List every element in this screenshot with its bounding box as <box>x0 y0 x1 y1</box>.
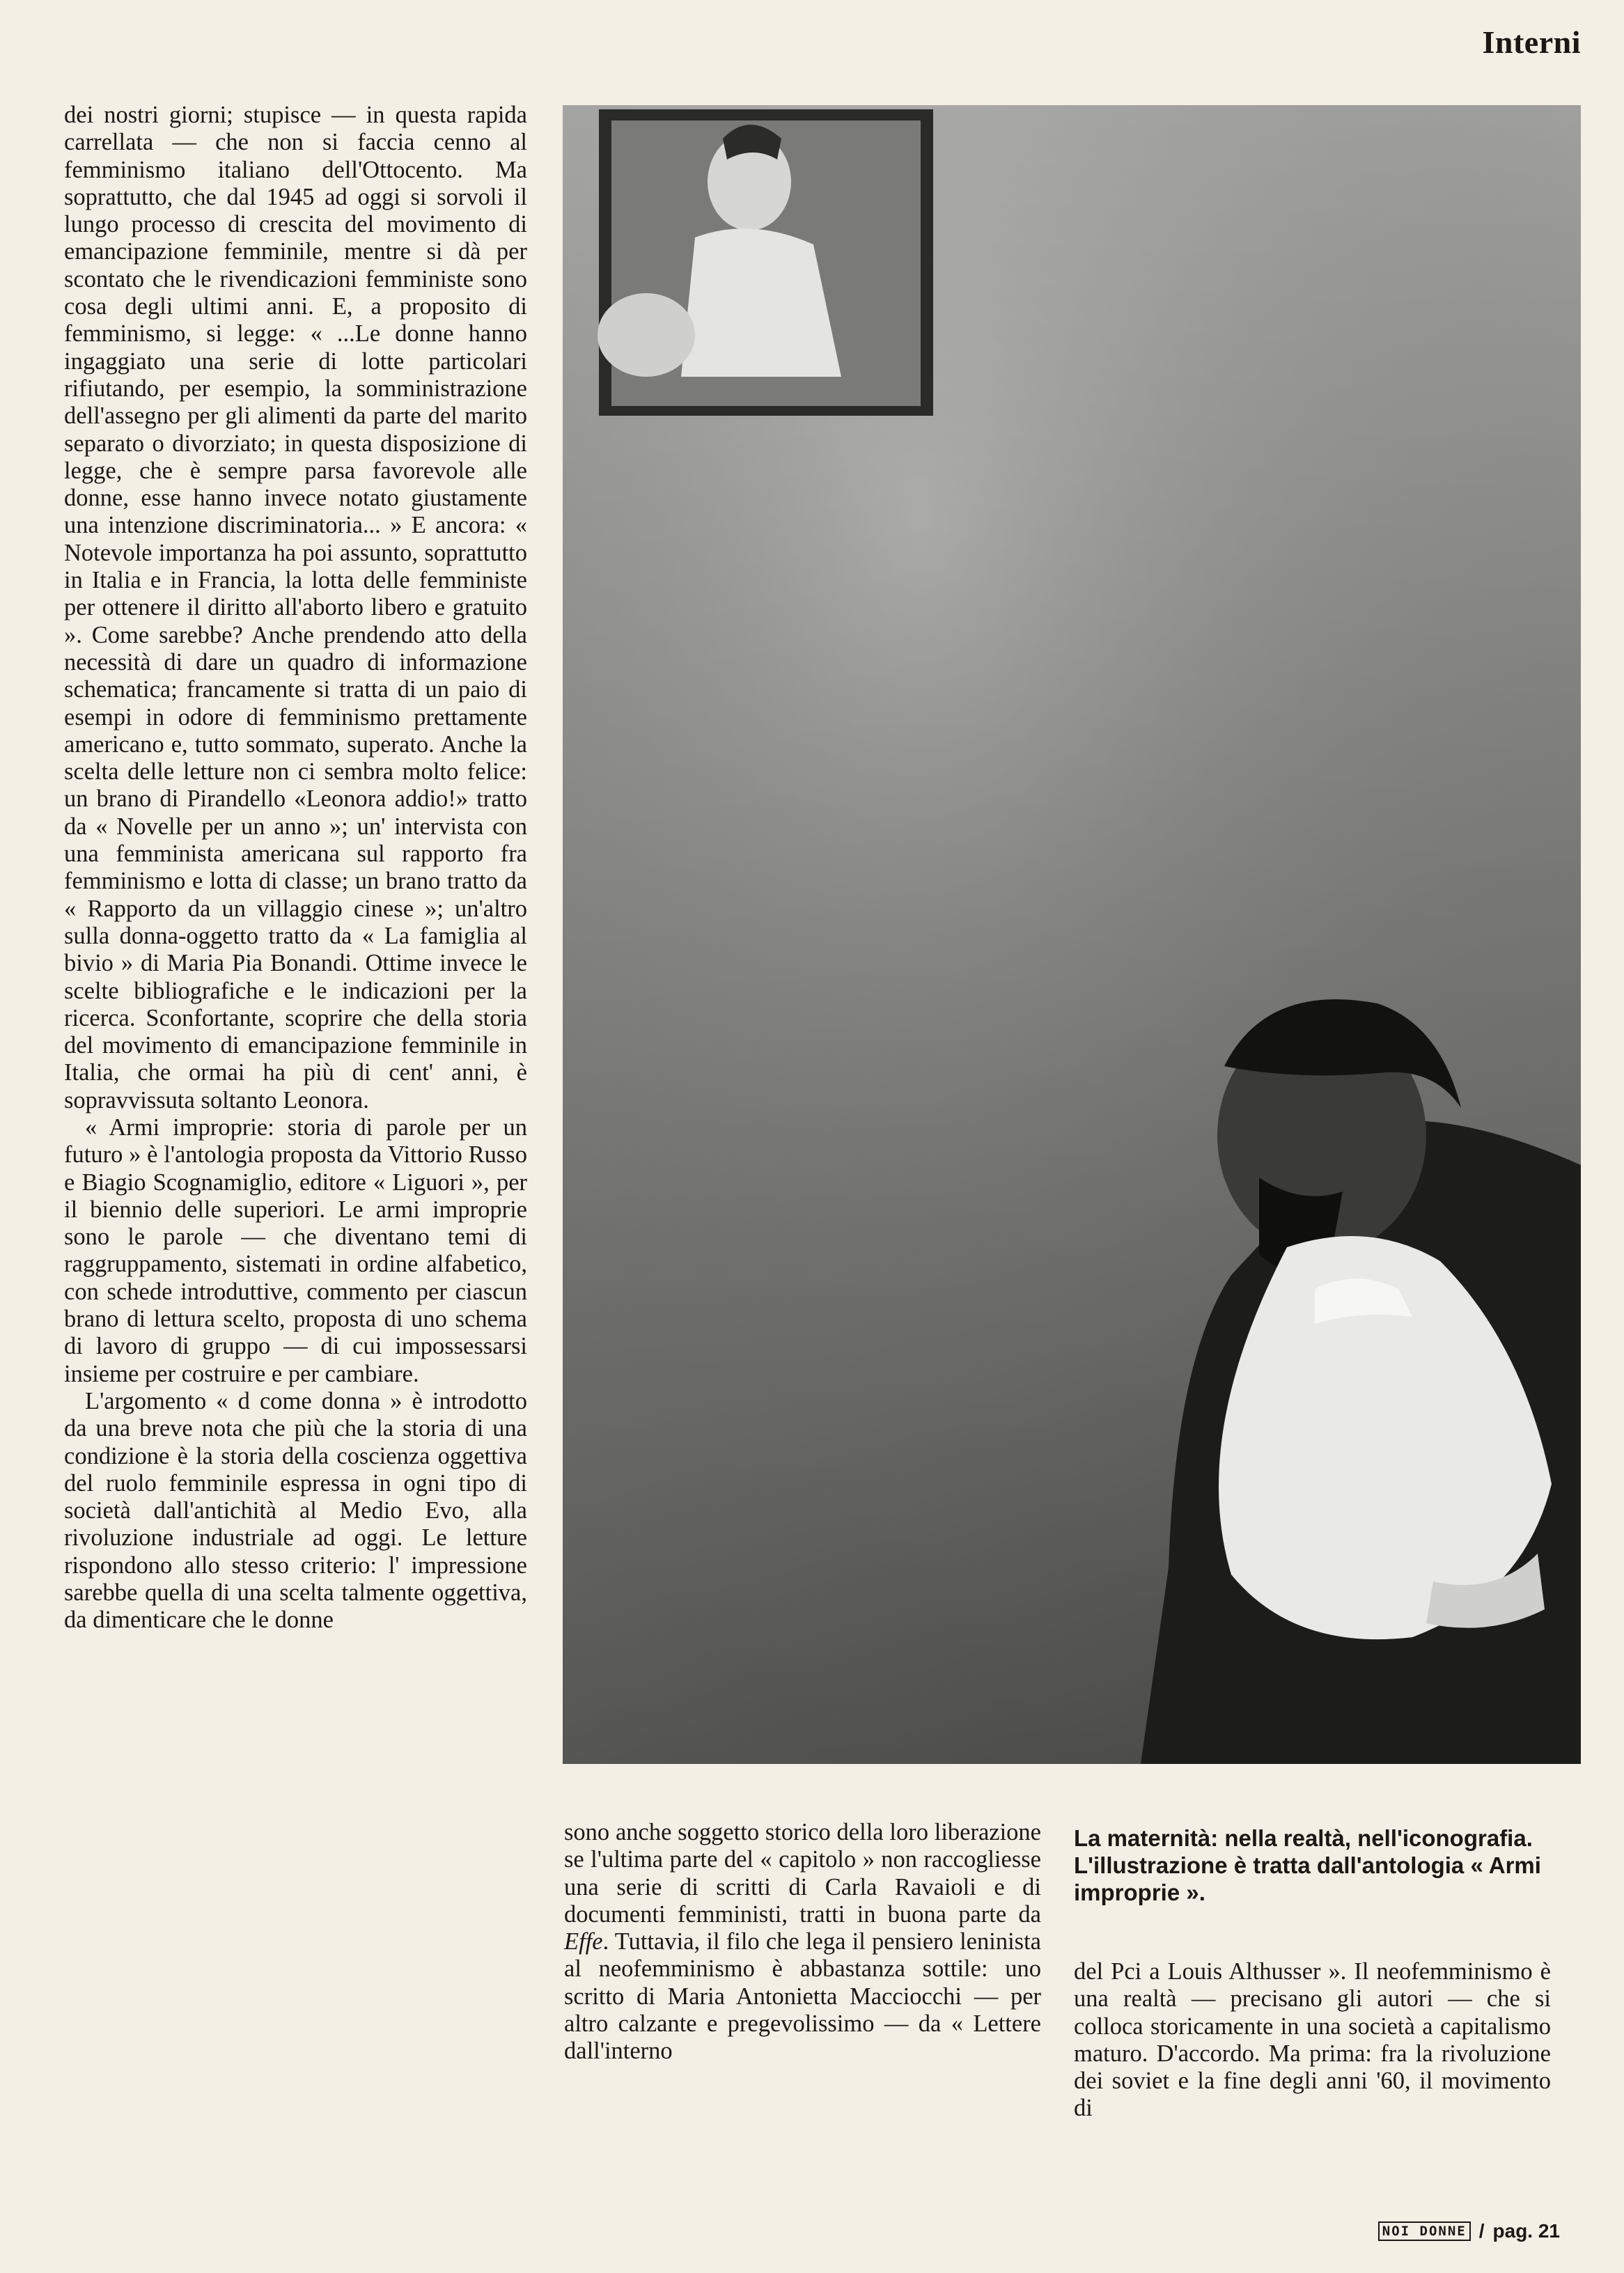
article-paragraph: « Armi improprie: storia di parole per un futuro » è l'antologia proposta da Vittorio Russo e Biagio Scognamiglio, editore « Liguori », per il biennio delle superiori. Le armi improprie sono le parole — che diventano temi di raggruppamento, sistemati in ordine alfabetico, con schede introduttive, commento per ciascun brano di lettura scelto, proposta di uno schema di lavoro di gruppo — di cui impossessarsi insieme per costruire e per cambiare. <box>64 1114 527 1387</box>
text-run: sono anche soggetto storico della loro liberazione se l'ultima parte del « capitolo » non raccogliesse una serie di scritti di Carla Ravaioli e di documenti femministi, tratti in buona parte da <box>564 1819 1041 1928</box>
article-paragraph: dei nostri giorni; stupisce — in questa rapida carrellata — che non si faccia cenno al femminismo italiano dell'Ottocento. Ma soprattutto, che dal 1945 ad oggi si sorvoli il lungo processo di crescita del movimento di emancipazione femminile, mentre si dà per scontato che le rivendicazioni femministe sono cosa degli ultimi anni. E, a proposito di femminismo, si legge: « ...Le donne hanno ingaggiato una serie di lotte particolari rifiutando, per esempio, la somministrazione dell'assegno per gli alimenti da parte del marito separato o divorziato; in questa disposizione di legge, che è sempre parsa favorevole alle donne, esse hanno invece notato giustamente una intenzione discriminatoria... » E ancora: « Notevole importanza ha poi assunto, soprattutto in Italia e in Francia, la lotta delle femministe per ottenere il diritto all'aborto libero e gratuito ». Come sarebbe? Anche prendendo atto della necessità di dare un quadro di informazione schematica; francamente si tratta di un paio di esempi in odore di femminismo prettamente americano e, tutto sommato, superato. Anche la scelta delle letture non ci sembra molto felice: un brano di Pirandello «Leonora addio!» tratto da « Novelle per un anno »; un' intervista con una femminista americana sul rapporto fra femminismo e lotta di classe; un brano tratto da « Rapporto da un villaggio cinese »; un'altro sulla donna-oggetto tratto da « La famiglia al bivio » di Maria Pia Bonandi. Ottime invece le scelte bibliografiche e le indicazioni per la ricerca. Sconfortante, scoprire che della storia del movimento di emancipazione femminile in Italia, che ormai ha più di cent' anni, è sopravvissuta soltanto Leonora. <box>64 102 527 1114</box>
magazine-title-effe: Effe <box>564 1928 603 1955</box>
article-column-right <box>1074 1958 1551 2123</box>
text-run: . Tuttavia, il filo che lega il pensiero leninista al neofemminismo è abbastanza sottile: uno scritto di Maria Antonietta Macciocchi — per altro calzante e pregevolissimo — da « Lettere dall'interno <box>564 1928 1041 2065</box>
article-paragraph <box>564 1819 1041 2065</box>
article-column-middle <box>564 1819 1041 2065</box>
section-title: Interni <box>1482 24 1581 60</box>
article-column-left <box>64 102 527 1634</box>
article-paragraph: L'argomento « d come donna » è introdotto da una breve nota che più che la storia di una condizione è la storia della coscienza oggettiva del ruolo femminile espressa in ogni tipo di società dall'antichità al Medio Evo, alla rivoluzione industriale ad oggi. Le letture rispondono allo stesso criterio: l' impressione sarebbe quella di una scelta talmente oggettiva, da dimenticare che le donne <box>64 1387 527 1634</box>
photo-mother-and-child <box>563 105 1581 1764</box>
footer-separator: / <box>1478 2220 1485 2242</box>
magazine-logo: NOI DONNE <box>1378 2221 1471 2241</box>
article-paragraph: del Pci a Louis Althusser ». Il neofemminismo è una realtà — precisano gli autori — che si colloca storicamente in una società a capitalismo maturo. D'accordo. Ma prima: fra la rivoluzione dei soviet e la fine degli anni '60, il movimento di <box>1074 1958 1551 2122</box>
photo-caption: La maternità: nella realtà, nell'iconografia. L'illustrazione è tratta dall'antologia « Armi improprie ». <box>1074 1825 1541 1905</box>
page-footer <box>1378 2220 1560 2242</box>
page-number: pag. 21 <box>1492 2220 1560 2242</box>
